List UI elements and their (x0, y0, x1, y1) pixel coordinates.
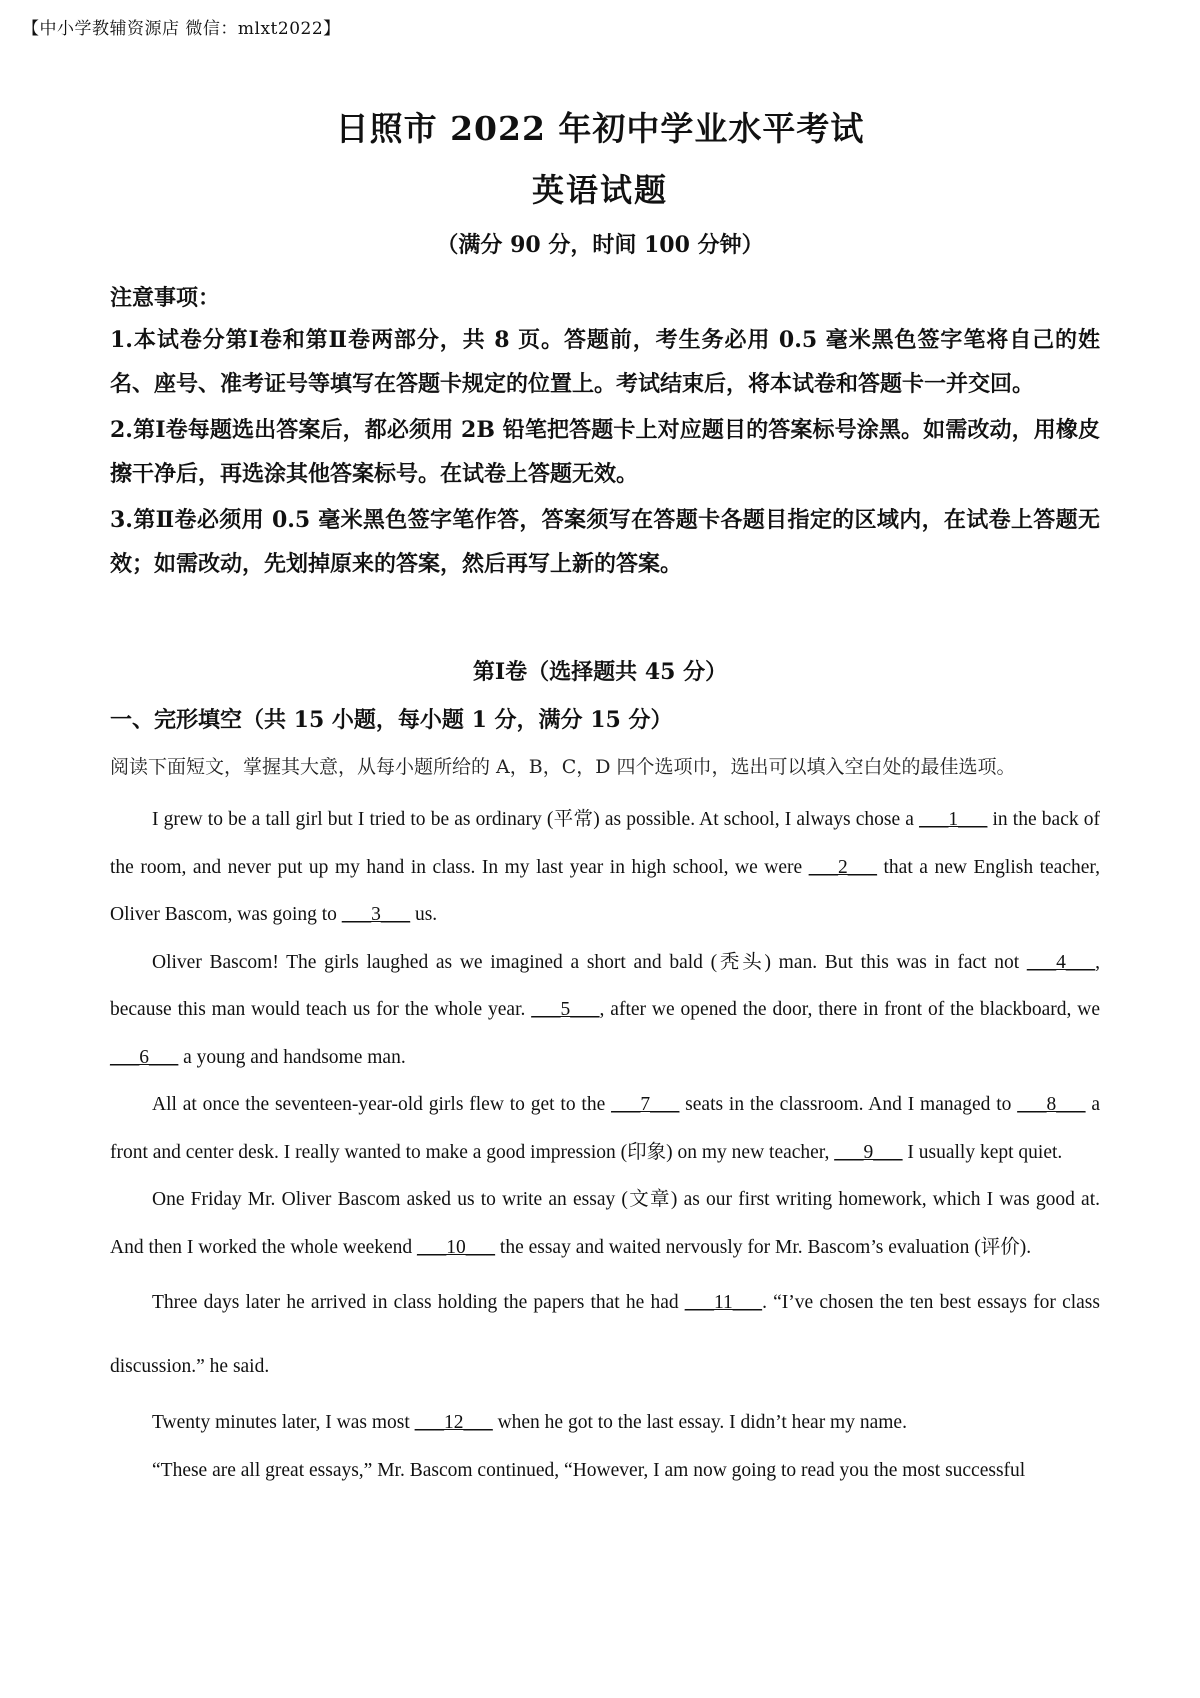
section-instructions: 阅读下面短文，掌握其大意，从每小题所给的 A，B，C，D 四个选项巾，选出可以填入空白处的最佳选项。 (110, 756, 1016, 778)
blank-6: ___6___ (110, 1046, 179, 1068)
blank-9: ___9___ (834, 1141, 903, 1163)
passage-paragraph-7 (110, 1447, 1100, 1495)
blank-3: ___3___ (341, 904, 411, 925)
blank-5: ___5___ (531, 999, 600, 1020)
blank-10: ___10___ (417, 1236, 496, 1258)
cloze-passage (110, 796, 1100, 1494)
passage-text: seats in the classroom. And I managed to (679, 1094, 1018, 1115)
notice-item-3: 3.第Ⅱ卷必须用 0.5 毫米黑色签字笔作答，答案须写在答题卡各题目指定的区域内，在试卷上答题无效；如需改动，先划掉原来的答案，然后再写上新的答案。 (110, 507, 1100, 577)
blank-2: ___2___ (808, 856, 877, 878)
passage-text: that a new English teacher, Oliver Bascom, was going to (110, 856, 1100, 925)
blank-12: ___12___ (414, 1412, 493, 1433)
passage-text: “These are all great essays,” Mr. Bascom continued, “However, I am now going to read you the most successful (152, 1459, 1026, 1481)
passage-text: the essay and waited nervously for Mr. Bascom’s evaluation (评价). (495, 1236, 1032, 1258)
exam-subtitle: 英语试题 (531, 171, 668, 209)
passage-text: Oliver Bascom! The girls laughed as we imagined a short and bald (秃头) man. But this was in fact not (152, 951, 1027, 973)
exam-title: 日照市 2022 年初中学业水平考试 (335, 109, 865, 148)
passage-text: a front and center desk. I really wanted to make a good impression (印象) on my new teacher, (110, 1094, 1100, 1163)
score-info: （满分 90 分，时间 100 分钟） (436, 232, 764, 258)
blank-4: ___4___ (1026, 951, 1096, 973)
passage-paragraph-6 (110, 1399, 1100, 1447)
passage-text: , after we opened the door, there in front of the blackboard, we (599, 999, 1100, 1020)
notice-list (110, 318, 1100, 588)
header-note: 【中小学教辅资源店 微信：mlxt2022】 (22, 19, 341, 39)
passage-text: I usually kept quiet. (902, 1141, 1063, 1163)
passage-text: in the back of the room, and never put up my hand in class. In my last year in high school, we were (110, 809, 1100, 878)
passage-text: I grew to be a tall girl but I tried to be as ordinary (平常) as possible. At school, I always chose a (152, 809, 920, 830)
passage-text: Three days later he arrived in class holding the papers that he had (152, 1292, 685, 1313)
passage-paragraph-1 (110, 796, 1100, 939)
passage-paragraph-3 (110, 1081, 1100, 1176)
notice-item-1: 1.本试卷分第Ⅰ卷和第Ⅱ卷两部分，共 8 页。答题前，考生务必用 0.5 毫米黑色签字笔将自己的姓名、座号、准考证号等填写在答题卡规定的位置上。考试结束后，将本试卷和答题卡一并交回。 (110, 327, 1100, 397)
part-title: 第Ⅰ卷（选择题共 45 分） (472, 659, 728, 685)
passage-text: , because this man would teach us for the whole year. (110, 951, 1100, 1020)
passage-text: a young and handsome man. (178, 1046, 406, 1068)
passage-text: All at once the seventeen-year-old girls flew to get to the (152, 1094, 612, 1115)
passage-paragraph-5 (110, 1271, 1100, 1399)
passage-text: Twenty minutes later, I was most (152, 1412, 415, 1433)
passage-text: when he got to the last essay. I didn’t hear my name. (492, 1412, 907, 1433)
notice-heading: 注意事项： (110, 285, 221, 311)
section-title: 一、完形填空（共 15 小题，每小题 1 分，满分 15 分） (110, 707, 673, 733)
passage-paragraph-2 (110, 939, 1100, 1082)
passage-text: us. (410, 904, 438, 925)
passage-text: One Friday Mr. Oliver Bascom asked us to write an essay (文章) as our first writing homework, which I was good at. And then I worked the whole weekend (110, 1189, 1100, 1258)
blank-7: ___7___ (611, 1094, 680, 1115)
blank-8: ___8___ (1017, 1094, 1086, 1115)
blank-11: ___11___ (684, 1292, 763, 1313)
notice-item-2: 2.第Ⅰ卷每题选出答案后，都必须用 2B 铅笔把答题卡上对应题目的答案标号涂黑。如需改动，用橡皮擦干净后，再选涂其他答案标号。在试卷上答题无效。 (110, 417, 1100, 487)
blank-1: ___1___ (919, 809, 988, 830)
passage-paragraph-4 (110, 1176, 1100, 1271)
passage-text: . “I’ve chosen the ten best essays for class discussion.” he said. (110, 1292, 1100, 1377)
